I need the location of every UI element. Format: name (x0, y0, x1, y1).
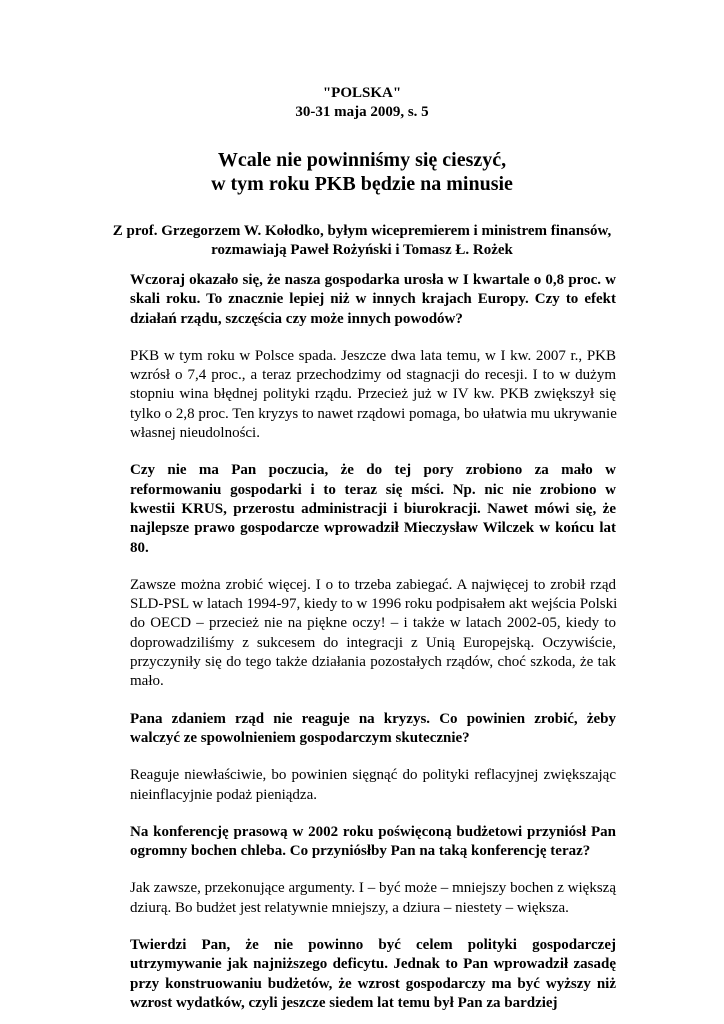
paragraph-line: Pana zdaniem rząd nie reaguje na kryzys. Co powinien zrobić, żeby (130, 710, 616, 727)
interview-answer (130, 347, 616, 443)
paragraph-line: skali roku. To znacznie lepiej niż w innych krajach Europy. Czy to efekt (130, 291, 616, 308)
byline-line: rozmawiają Paweł Rożyński i Tomasz Ł. Rożek (211, 242, 513, 258)
paragraph-gap (130, 918, 616, 936)
paragraph-line: tylko o 2,8 proc. Ten kryzys to nawet rządowi pomaga, bo ułatwia mu ukrywanie (130, 405, 617, 422)
paragraph-line: dziurą. Bo budżet jest relatywnie mniejszy, a dziura – niestety – większa. (130, 899, 569, 916)
paragraph-gap (130, 861, 616, 879)
paragraph-line: doprowadziliśmy z sukcesem do integracji z Unią Europejską. Oczywiście, (130, 634, 616, 651)
interview-question (130, 823, 616, 862)
interview-answer (130, 766, 616, 805)
article-title-line: Wcale nie powinniśmy się cieszyć, (217, 149, 507, 171)
article-byline (0, 222, 724, 260)
paragraph-line: wzrost wydatków, czyli jeszcze siedem lat temu był Pan za bardziej (130, 994, 558, 1011)
article-body (130, 271, 616, 1013)
paragraph-line: utrzymywanie jak najniższego deficytu. Jednak to Pan wprowadził zasadę (130, 956, 616, 973)
paragraph-line: przy konstruowaniu budżetów, że wzrost gospodarczy ma być wyższy niż (130, 975, 616, 992)
paragraph-gap (130, 805, 616, 823)
paragraph-line: własnej nieudolności. (130, 425, 260, 442)
paragraph-line: walczyć ze spowolnieniem gospodarczym skutecznie? (130, 729, 470, 746)
paragraph-gap (130, 748, 616, 766)
paragraph-line: Zawsze można zrobić więcej. I o to trzeba zabiegać. A najwięcej to zrobił rząd (130, 576, 616, 593)
interview-answer (130, 879, 616, 918)
paragraph-line: przyczyniły się do tego także działania pozostałych rządów, choć szkoda, że tak (130, 654, 616, 671)
paragraph-line: reformowaniu gospodarki i to teraz się mści. Np. nic nie zrobiono w (130, 481, 616, 498)
paragraph-line: Na konferencję prasową w 2002 roku poświęconą budżetowi przyniósł Pan (130, 823, 616, 840)
interview-answer (130, 576, 616, 692)
paragraph-line: nieinflacyjnie podaż pieniądza. (130, 786, 317, 803)
paragraph-line: działań rządu, szczęścia czy może innych powodów? (130, 310, 463, 327)
interview-question (130, 936, 616, 1013)
paragraph-line: wzrósł o 7,4 proc., a teraz przechodzimy od stagnacji do recesji. I to w dużym (130, 367, 616, 384)
interview-question (130, 710, 616, 749)
publication-source (0, 84, 724, 122)
paragraph-line: kwestii KRUS, przerostu administracji i biurokracji. Nawet mówi się, że (130, 500, 616, 517)
paragraph-gap (130, 329, 616, 347)
interview-question (130, 461, 616, 557)
article-title-line: w tym roku PKB będzie na minusie (211, 173, 513, 195)
paragraph-line: najlepsze prawo gospodarcze wprowadził Mieczysław Wilczek w końcu lat (130, 520, 616, 537)
paragraph-line: 80. (130, 539, 149, 556)
paragraph-line: PKB w tym roku w Polsce spada. Jeszcze dwa lata temu, w I kw. 2007 r., PKB (130, 347, 616, 364)
paragraph-gap (130, 692, 616, 710)
paragraph-line: do OECD – przecież nie na piękne oczy! – i także w latach 2002-05, kiedy to (130, 615, 616, 632)
paragraph-line: Czy nie ma Pan poczucia, że do tej pory zrobiono za mało w (130, 462, 616, 479)
paragraph-line: Twierdzi Pan, że nie powinno być celem polityki gospodarczej (130, 937, 616, 954)
paragraph-line: Wczoraj okazało się, że nasza gospodarka urosła w I kwartale o 0,8 proc. w (130, 272, 616, 288)
paragraph-line: Jak zawsze, przekonujące argumenty. I – być może – mniejszy bochen z większą (130, 880, 616, 897)
publication-name: "POLSKA" (322, 85, 402, 101)
paragraph-gap (130, 443, 616, 461)
paragraph-gap (130, 558, 616, 576)
publication-date-page: 30-31 maja 2009, s. 5 (295, 104, 429, 120)
interview-question (130, 271, 616, 329)
paragraph-line: Reaguje niewłaściwie, bo powinien sięgnąć do polityki reflacyjnej zwiększając (130, 767, 616, 784)
article-title (0, 148, 724, 196)
paragraph-line: SLD-PSL w latach 1994-97, kiedy to w 1996 roku podpisałem akt wejścia Polski (130, 596, 618, 613)
paragraph-line: mało. (130, 673, 164, 690)
paragraph-line: ogromny bochen chleba. Co przyniósłby Pan na taką konferencję teraz? (130, 843, 591, 860)
byline-line: Z prof. Grzegorzem W. Kołodko, byłym wicepremierem i ministrem finansów, (112, 223, 612, 239)
paragraph-line: stopniu wina błędnej polityki rządu. Przecież już w IV kw. PKB zwiększył się (130, 386, 616, 403)
